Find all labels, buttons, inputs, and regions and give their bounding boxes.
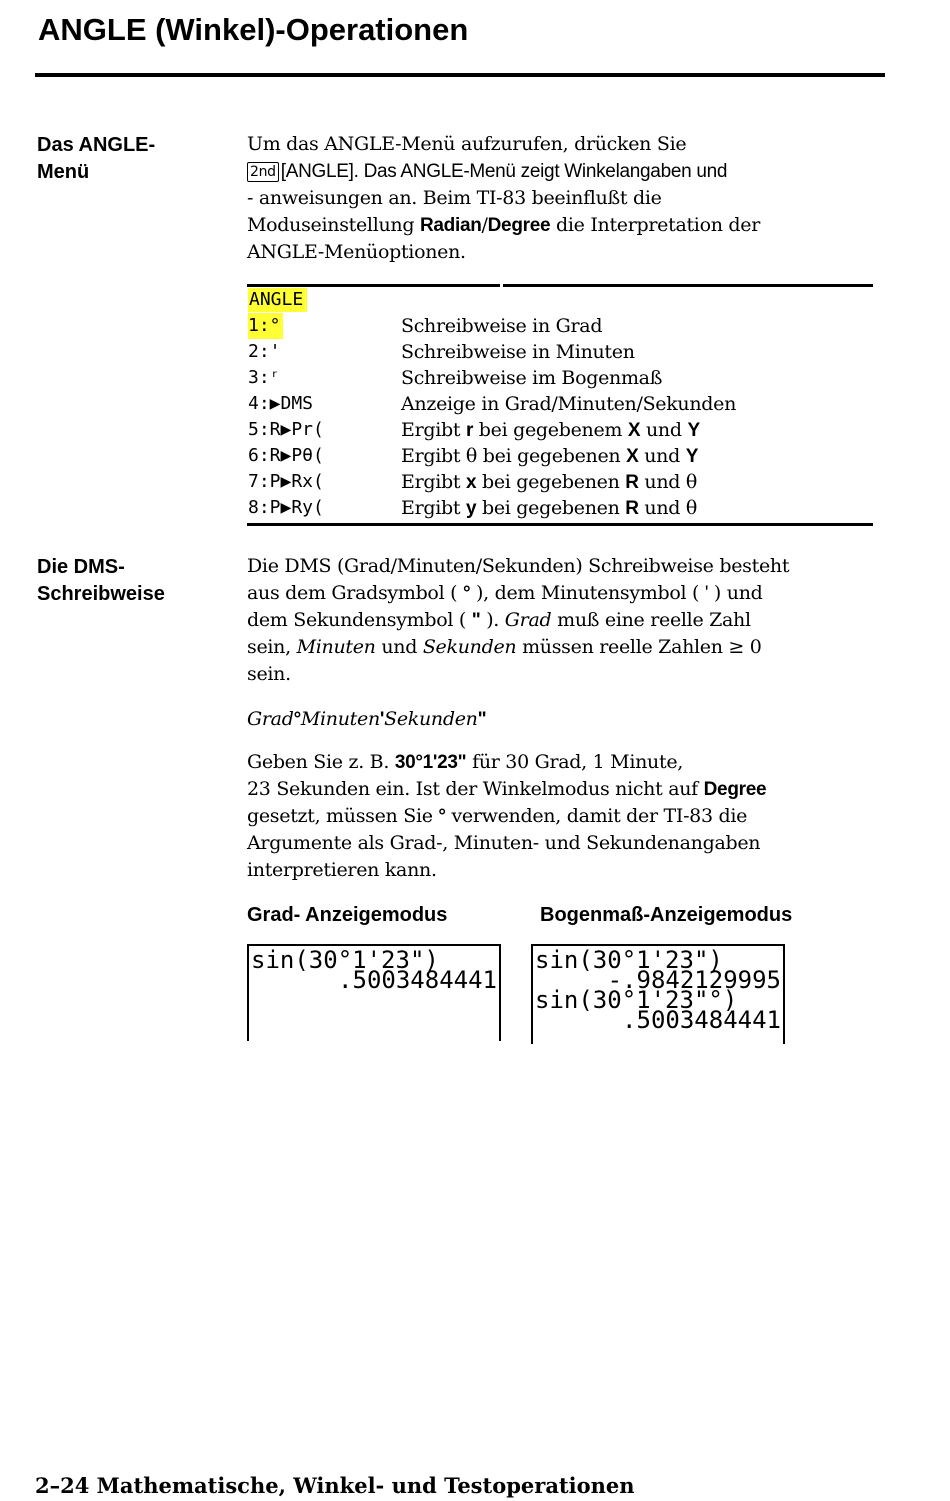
text-line: interpretieren kann. [247,859,437,881]
calculator-screen-degree [247,944,501,1041]
text-run: bei gegebenem [473,419,628,441]
menu-item [247,417,887,443]
menu-item-description [401,339,635,365]
text-line: Argumente als Grad-, Minuten- und Sekundenangaben [247,832,761,854]
screen-line: sin(30°1'23"°) [535,986,738,1014]
text-line [247,706,887,733]
text-run: sein, [247,636,297,658]
term-grad: Grad [504,609,552,631]
text-line [247,776,887,803]
format-second-symbol: " [477,709,487,730]
title-rule [35,73,885,77]
calculator-screen-radian [531,944,785,1044]
text-run: 23 Sekunden ein. Ist der Winkelmodus nicht auf [247,778,704,800]
heading-line: Menü [37,161,90,183]
dms-description [247,553,887,688]
menu-item-key: 5:R▶Pr( [248,419,324,440]
text-run: dem Sekundensymbol ( [247,609,472,631]
mode-degree: Degree [703,779,767,800]
menu-item-key: 8:P▶Ry( [248,497,324,518]
menu-item [247,391,887,417]
menu-item-description [401,313,602,339]
menu-item-key: 3:ʳ [248,367,281,388]
text-run: und [640,419,688,441]
text-run: ) und [708,582,763,604]
angle-menu-intro [247,131,887,266]
menu-item-description [401,495,697,522]
menu-item [247,339,887,365]
text-run: R [625,498,639,519]
menu-item-description [401,365,662,391]
text-run: Schreibweise in Grad [401,315,603,337]
key-2nd: 2nd [247,162,279,182]
screen-line: sin(30°1'23") [535,946,723,974]
text-run: Geben Sie z. B. [247,751,395,773]
degree-mode-label: Grad- Anzeigemodus [247,904,448,926]
text-line: Um das ANGLE-Menü aufzurufen, drücken Sie [247,133,687,155]
page-title: ANGLE (Winkel)-Operationen [38,12,469,47]
text-line: ANGLE-Menüoptionen. [247,241,466,263]
menu-item-key: 1:° [248,313,283,339]
page-footer: 2–24 Mathematische, Winkel- und Testoperationen [35,1473,635,1498]
text-run: bei gegebenen [476,471,626,493]
text-line: - anweisungen an. Beim TI-83 beeinflußt die [247,187,662,209]
text-line [247,634,887,661]
screen-line: -.9842129995 [607,966,781,994]
text-run: Schreibweise im Bogenmaß [401,367,663,389]
screen-line: .5003484441 [338,966,497,994]
mode-radian: Radian [419,215,482,236]
text-line [247,749,887,776]
example-value: 30°1'23" [394,752,467,773]
text-run: und θ [638,497,698,519]
section-heading-angle-menu [37,132,227,186]
text-run: Ergibt [401,419,466,441]
text-line: Die DMS (Grad/Minuten/Sekunden) Schreibweise besteht [247,555,790,577]
menu-item [247,469,887,495]
menu-item-description [401,469,697,496]
degree-symbol: ° [462,583,471,604]
menu-bottom-rule [247,523,873,526]
menu-item [247,443,887,469]
text-run: X [626,446,639,467]
menu-item-key: 7:P▶Rx( [248,471,324,492]
menu-top-rule [503,284,873,287]
heading-line: Das ANGLE- [37,134,156,156]
degree-symbol: ° [438,806,446,827]
radian-mode-label: Bogenmaß-Anzeigemodus [540,904,793,926]
menu-item-description [401,391,736,417]
text-run: Y [687,420,700,441]
menu-item [247,313,887,339]
heading-line: Die DMS- [37,556,125,578]
term-minuten: Minuten [296,636,376,658]
text-line: sein. [247,663,291,685]
menu-item-key: 2:' [248,341,281,362]
text-run: und [375,636,423,658]
section-heading-dms [37,554,227,608]
text-run: müssen reelle Zahlen ≥ 0 [516,636,762,658]
angle-menu-header: ANGLE [248,288,307,312]
menu-item-key: 6:R▶Pθ( [248,445,324,466]
text-run: Anzeige in Grad/Minuten/Sekunden [401,393,737,415]
text-run: Ergibt θ bei gegebenen [401,445,627,467]
text-line [247,580,887,607]
minute-symbol: ' [704,583,709,604]
text-run: verwenden, damit der TI-83 die [445,805,748,827]
text-run: Ergibt [401,497,466,519]
text-run: ), dem Minutensymbol ( [470,582,705,604]
menu-item-description [401,443,698,470]
text-line [247,607,887,634]
heading-line: Schreibweise [37,583,165,605]
menu-item-key: 4:▶DMS [248,393,314,414]
text-line [247,158,887,185]
text-run: und θ [638,471,698,493]
text-run: Moduseinstellung [247,214,420,236]
text-run: Schreibweise in Minuten [401,341,635,363]
text-run: Ergibt [401,471,466,493]
text-run: [ANGLE]. Das ANGLE-Menü zeigt Winkelangaben und [280,161,728,182]
menu-item-description [401,417,700,444]
text-run: X [627,420,641,441]
menu-top-rule [247,284,500,287]
text-run: x [465,472,477,493]
text-run: R [625,472,639,493]
format-sekunden: Sekunden [384,708,478,730]
screen-line: .5003484441 [622,1006,781,1034]
menu-item [247,495,887,521]
dms-example [247,749,887,884]
screen-line: sin(30°1'23") [251,946,439,974]
format-grad: Grad [247,708,294,730]
text-line [247,803,887,830]
menu-item [247,365,887,391]
text-run: bei gegebenen [476,497,626,519]
text-run: / [481,214,488,236]
text-run: muß eine reelle Zahl [551,609,751,631]
text-run: r [465,420,474,441]
text-run: die Interpretation der [550,214,760,236]
format-minute-symbol: ' [379,709,385,730]
text-run: ). [480,609,505,631]
text-run: y [465,498,477,519]
text-run: für 30 Grad, 1 Minute, [466,751,684,773]
text-run: Y [685,446,699,467]
format-minuten: Minuten [300,708,380,730]
text-line [247,212,887,239]
second-symbol: " [471,610,481,631]
mode-degree: Degree [487,215,551,236]
text-run: aus dem Gradsymbol ( [247,582,463,604]
term-sekunden: Sekunden [422,636,517,658]
text-run: und [638,445,686,467]
text-run: gesetzt, müssen Sie [247,805,439,827]
dms-format [247,706,887,733]
format-degree-symbol: ° [293,709,301,730]
